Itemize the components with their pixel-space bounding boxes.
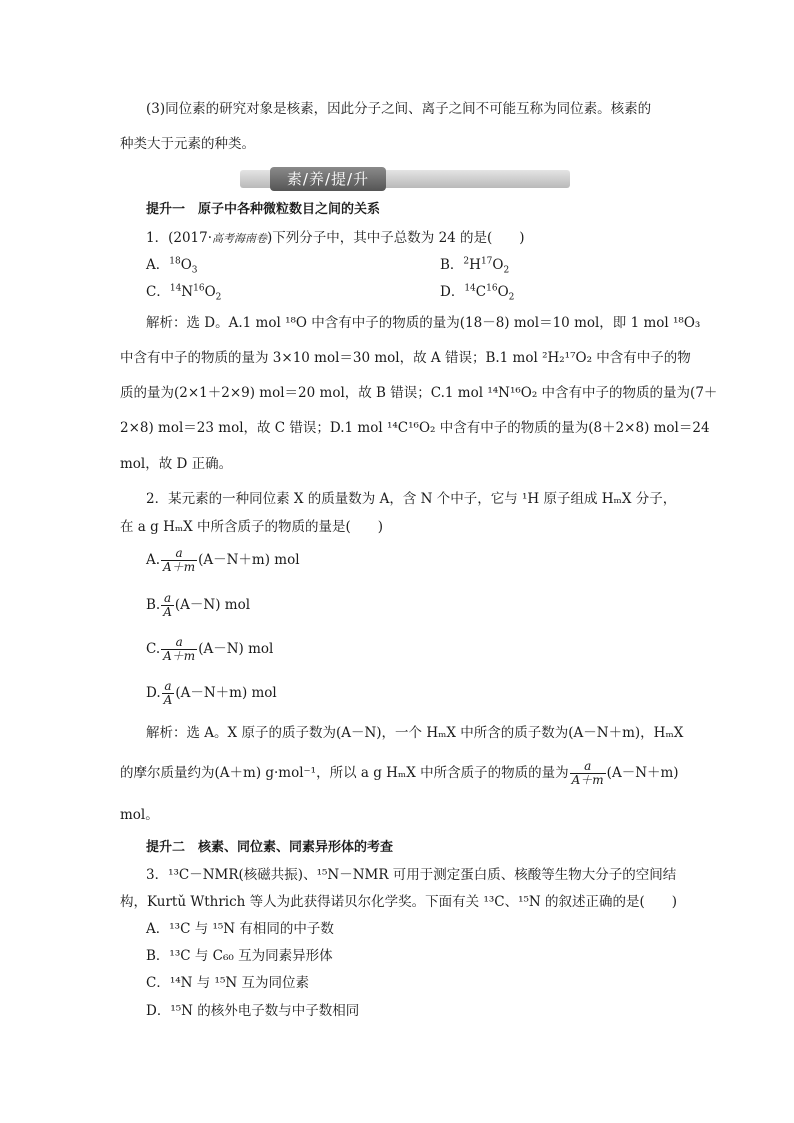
option-letter: A.	[146, 552, 161, 568]
mass-number: 14	[169, 283, 182, 294]
mass-number: 16	[486, 283, 498, 294]
fraction-denominator: A	[163, 693, 173, 707]
analysis-text: 的摩尔质量约为(A＋m) g·mol⁻¹，所以 a g HₘX 中所含质子的物质的量为	[120, 765, 569, 781]
option-letter: A．	[146, 257, 170, 273]
q1-option-d	[440, 283, 514, 301]
section-2-title: 提升二 核素、同位素、同素异形体的考查	[146, 840, 394, 855]
q2-stem-line-1: 2．某元素的一种同位素 X 的质量数为 A，含 N 个中子，它与 ¹H 原子组成 HₘX 分子，	[146, 491, 677, 507]
fraction	[161, 636, 197, 663]
q3-stem-line-2: 构，Kurtǔ Wthrich 等人为此获得诺贝尔化学奖。下面有关 ¹³C、¹⁵N 的叙述正确的是( )	[120, 894, 678, 910]
option-letter: D．	[440, 284, 465, 300]
q3-option-a: A．¹³C 与 ¹⁵N 有相同的中子数	[146, 921, 334, 937]
fraction-denominator: A＋m	[163, 649, 196, 663]
q1-stem-prefix: 1．(2017·	[146, 230, 213, 246]
fraction-numerator: a	[161, 636, 197, 650]
mass-number: 18	[169, 256, 181, 267]
q1-analysis-line-3: 质的量为(2×1＋2×9) mol＝20 mol，故 B 错误；C.1 mol ¹⁴N¹⁶O₂ 中含有中子的物质的量为(7＋	[120, 385, 718, 401]
option-expression: (A－N) mol	[198, 641, 274, 657]
mass-number: 16	[193, 283, 205, 294]
fraction-numerator: a	[161, 547, 197, 561]
q2-option-b	[146, 590, 250, 620]
mass-number: 2	[463, 256, 470, 267]
analysis-text: (A－N＋m)	[606, 765, 679, 781]
element-symbol: H	[469, 257, 481, 273]
q1-analysis-line-4: 2×8) mol＝23 mol，故 C 错误；D.1 mol ¹⁴C¹⁶O₂ 中含有中子的物质的量为(8＋2×8) mol＝24	[120, 420, 710, 436]
q2-analysis-line-1: 解析：选 A。X 原子的质子数为(A－N)，一个 HₘX 中所含的质子数为(A－N＋m)，HₘX	[146, 725, 684, 741]
intro-line-2: 种类大于元素的种类。	[120, 136, 255, 152]
option-expression: (A－N) mol	[174, 597, 251, 613]
q2-analysis-line-2	[120, 758, 679, 788]
atom-count: 3	[191, 265, 198, 276]
q3-stem-line-1: 3．¹³C－NMR(核磁共振)、¹⁵N－NMR 可用于测定蛋白质、核酸等生物大分子的空间结	[146, 867, 677, 883]
element-symbol: O	[497, 284, 509, 300]
fraction	[161, 592, 174, 619]
q1-analysis-line-2: 中含有中子的物质的量为 3×10 mol＝30 mol，故 A 错误；B.1 mol ²H₂¹⁷O₂ 中含有中子的物	[120, 350, 691, 366]
element-symbol: N	[181, 284, 194, 300]
fraction-numerator: a	[162, 680, 175, 694]
fraction-denominator: A＋m	[571, 773, 604, 787]
q1-stem	[146, 229, 525, 248]
q1-analysis-line-5: mol，故 D 正确。	[120, 456, 233, 472]
fraction	[162, 680, 175, 707]
option-letter: B．	[440, 257, 464, 273]
element-symbol: O	[180, 257, 192, 273]
q2-option-d	[146, 678, 277, 708]
q1-option-c	[146, 283, 221, 301]
element-symbol: O	[204, 284, 216, 300]
q2-analysis-line-3: mol。	[120, 807, 159, 823]
section-1-title: 提升一 原子中各种微粒数目之间的关系	[146, 202, 381, 217]
option-letter: C．	[146, 284, 170, 300]
q1-option-a	[146, 256, 198, 274]
option-letter: D.	[146, 685, 161, 701]
mass-number: 17	[480, 256, 493, 267]
q1-stem-suffix: )下列分子中，其中子总数为 24 的是( )	[267, 230, 525, 246]
fraction-denominator: A	[163, 605, 172, 619]
section-banner-label: 素/养/提/升	[270, 167, 386, 191]
element-symbol: O	[492, 257, 504, 273]
fraction	[161, 547, 197, 574]
option-expression: (A－N＋m) mol	[175, 685, 277, 701]
intro-line-1: (3)同位素的研究对象是核素，因此分子之间、离子之间不可能互称为同位素。核素的	[146, 101, 652, 117]
q2-stem-line-2: 在 a g HₘX 中所含质子的物质的量是( )	[120, 519, 384, 535]
q3-option-d: D．¹⁵N 的核外电子数与中子数相同	[146, 1003, 360, 1019]
atom-count: 2	[508, 292, 515, 303]
atom-count: 2	[215, 292, 222, 303]
atom-count: 2	[503, 265, 510, 276]
q3-option-b: B．¹³C 与 C₆₀ 互为同素异形体	[146, 948, 333, 964]
q1-stem-source: 高考海南卷	[212, 232, 268, 245]
option-letter: C.	[146, 641, 161, 657]
fraction-numerator: a	[161, 592, 174, 606]
q3-option-c: C．¹⁴N 与 ¹⁵N 互为同位素	[146, 975, 309, 991]
q1-analysis-line-1: 解析：选 D。A.1 mol ¹⁸O 中含有中子的物质的量为(18－8) mol＝10 mol，即 1 mol ¹⁸O₃	[146, 315, 701, 331]
option-letter: B.	[146, 597, 161, 613]
fraction-numerator: a	[570, 760, 606, 774]
element-symbol: C	[475, 284, 487, 300]
q1-option-b	[440, 256, 509, 274]
q2-option-c	[146, 634, 273, 664]
option-expression: (A－N＋m) mol	[198, 552, 300, 568]
mass-number: 14	[464, 283, 476, 294]
fraction-denominator: A＋m	[163, 560, 196, 574]
fraction	[570, 760, 606, 787]
q2-option-a	[146, 545, 300, 575]
